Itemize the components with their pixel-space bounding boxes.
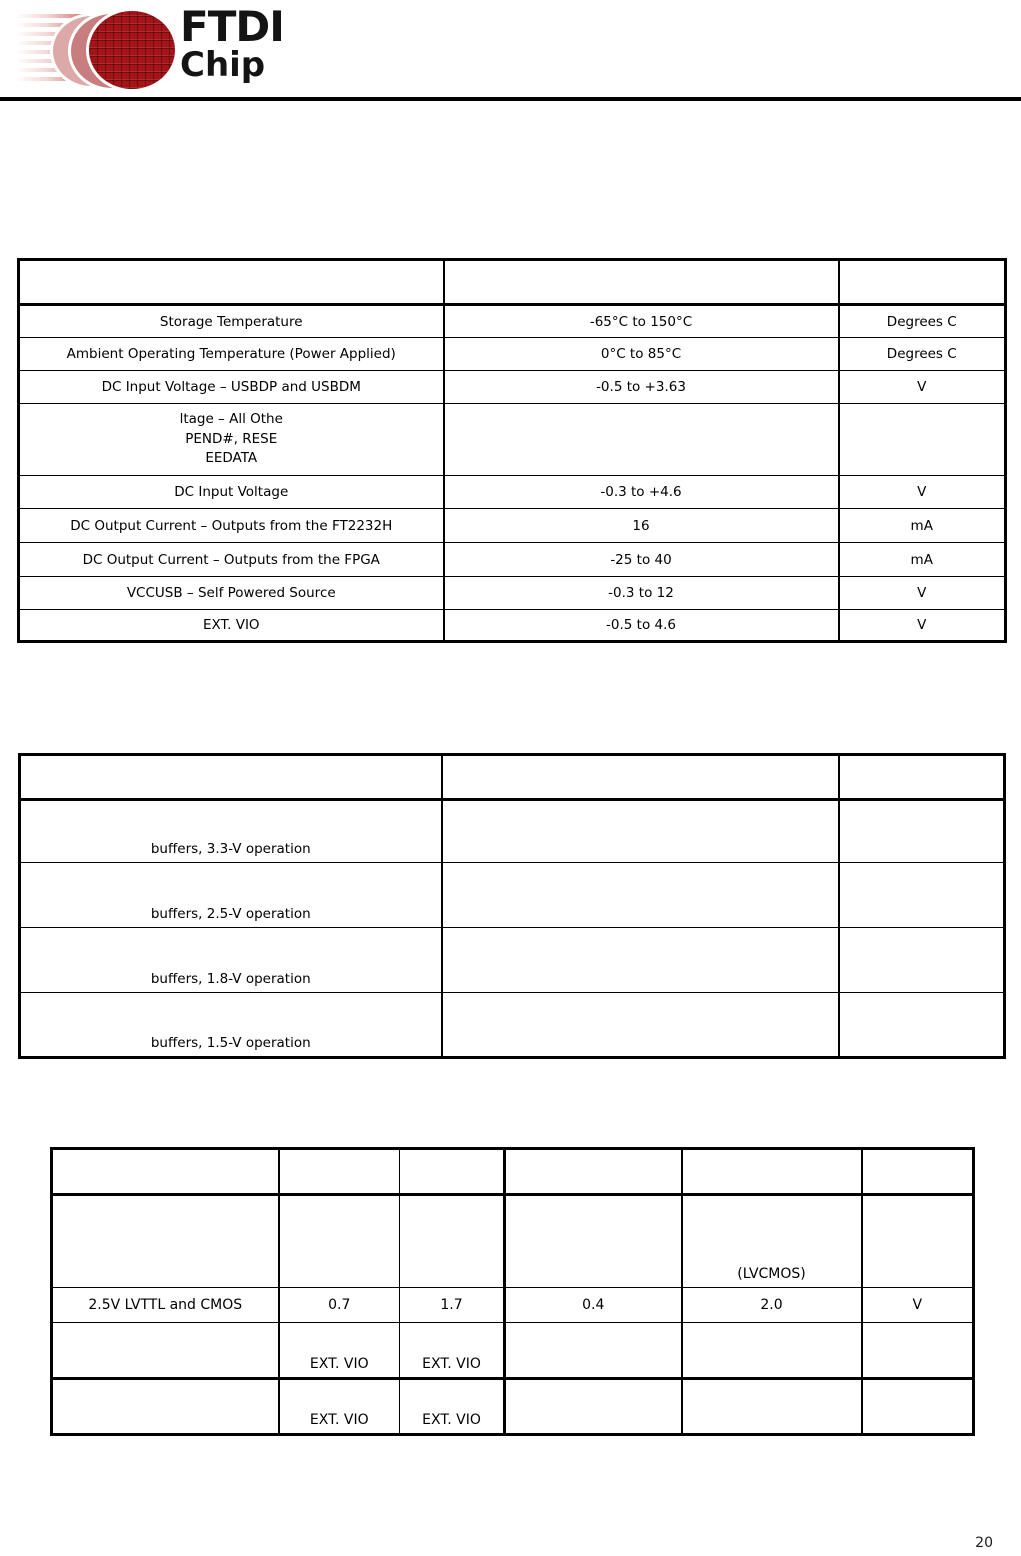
table-row — [19, 404, 1006, 476]
voh-header-cell — [682, 1149, 862, 1195]
unit-cell: Degrees C — [839, 338, 1006, 371]
table-row — [19, 305, 1006, 338]
table-header-row — [19, 260, 1006, 305]
table-header-row — [52, 1149, 974, 1195]
table-row — [19, 476, 1006, 509]
unit-cell: V — [862, 1288, 974, 1323]
unit-cell: mA — [839, 543, 1006, 577]
unit-cell — [839, 404, 1006, 476]
parameter-cell: ltage – All Othe PEND#, RESE EEDATA — [19, 404, 444, 476]
table-row — [19, 577, 1006, 610]
unit-cell: V — [839, 371, 1006, 404]
vih-cell — [400, 1195, 505, 1288]
vol-cell — [505, 1323, 682, 1379]
value-cell — [442, 993, 839, 1058]
parameter-cell: buffers, 1.8-V operation — [20, 928, 442, 993]
value-cell — [444, 404, 839, 476]
table-row — [19, 509, 1006, 543]
vih-cell: EXT. VIO — [400, 1323, 505, 1379]
vol-cell — [505, 1195, 682, 1288]
header-rule — [0, 97, 1021, 101]
parameter-cell: Storage Temperature — [19, 305, 444, 338]
vol-header-cell — [505, 1149, 682, 1195]
table-row — [19, 543, 1006, 577]
table-row — [52, 1323, 974, 1379]
unit-cell: V — [839, 577, 1006, 610]
vil-cell: 0.7 — [279, 1288, 400, 1323]
value-cell: -65°C to 150°C — [444, 305, 839, 338]
unit-cell — [839, 993, 1005, 1058]
value-cell: -0.5 to 4.6 — [444, 610, 839, 642]
io-standard-cell — [52, 1379, 279, 1435]
io-standard-cell: 2.5V LVTTL and CMOS — [52, 1288, 279, 1323]
unit-cell — [862, 1379, 974, 1435]
voh-cell: (LVCMOS) — [682, 1195, 862, 1288]
parameter-cell: buffers, 1.5-V operation — [20, 993, 442, 1058]
value-header-cell — [444, 260, 839, 305]
voh-cell: 2.0 — [682, 1288, 862, 1323]
ftdi-chip-logo — [14, 4, 304, 96]
vih-cell: 1.7 — [400, 1288, 505, 1323]
parameter-cell: DC Output Current – Outputs from the FPGA — [19, 543, 444, 577]
value-cell — [442, 863, 839, 928]
vil-header-cell — [279, 1149, 400, 1195]
value-cell: 0°C to 85°C — [444, 338, 839, 371]
voh-cell — [682, 1379, 862, 1435]
value-cell — [442, 928, 839, 993]
parameter-cell: VCCUSB – Self Powered Source — [19, 577, 444, 610]
unit-cell: mA — [839, 509, 1006, 543]
parameter-cell: DC Output Current – Outputs from the FT2232H — [19, 509, 444, 543]
parameter-cell: buffers, 2.5-V operation — [20, 863, 442, 928]
unit-cell — [839, 800, 1005, 863]
unit-cell — [839, 863, 1005, 928]
page-number: 20 — [975, 1535, 993, 1551]
table-row — [52, 1288, 974, 1323]
parameter-header-cell — [20, 755, 442, 800]
absolute-maximum-ratings-table — [17, 258, 1007, 643]
vih-header-cell — [400, 1149, 505, 1195]
table-row — [19, 371, 1006, 404]
logo-brand-text: FTDI — [180, 2, 284, 51]
parameter-cell: buffers, 3.3-V operation — [20, 800, 442, 863]
table-row — [20, 863, 1005, 928]
parameter-cell: DC Input Voltage — [19, 476, 444, 509]
parameter-cell: EXT. VIO — [19, 610, 444, 642]
value-cell: -25 to 40 — [444, 543, 839, 577]
value-cell: -0.5 to +3.63 — [444, 371, 839, 404]
value-cell: -0.3 to +4.6 — [444, 476, 839, 509]
parameter-cell: Ambient Operating Temperature (Power Applied) — [19, 338, 444, 371]
table-row — [52, 1379, 974, 1435]
vih-cell: EXT. VIO — [400, 1379, 505, 1435]
unit-cell: V — [839, 476, 1006, 509]
unit-cell — [862, 1195, 974, 1288]
unit-header-cell — [862, 1149, 974, 1195]
value-cell — [442, 800, 839, 863]
unit-header-cell — [839, 260, 1006, 305]
vil-cell: EXT. VIO — [279, 1379, 400, 1435]
parameter-cell: DC Input Voltage – USBDP and USBDM — [19, 371, 444, 404]
unit-cell: Degrees C — [839, 305, 1006, 338]
vol-cell — [505, 1379, 682, 1435]
table-row — [20, 993, 1005, 1058]
io-levels-table — [50, 1147, 975, 1436]
value-header-cell — [442, 755, 839, 800]
parameter-header-cell — [19, 260, 444, 305]
table-row — [20, 928, 1005, 993]
logo-wafer-icon — [86, 8, 178, 92]
value-cell: -0.3 to 12 — [444, 577, 839, 610]
table-row — [52, 1195, 974, 1288]
vol-cell: 0.4 — [505, 1288, 682, 1323]
table-row — [19, 610, 1006, 642]
io-standard-cell — [52, 1323, 279, 1379]
buffers-table — [18, 753, 1006, 1059]
io-standard-header-cell — [52, 1149, 279, 1195]
unit-cell — [839, 928, 1005, 993]
table-header-row — [20, 755, 1005, 800]
vil-cell: EXT. VIO — [279, 1323, 400, 1379]
unit-cell — [862, 1323, 974, 1379]
unit-header-cell — [839, 755, 1005, 800]
table-row — [19, 338, 1006, 371]
unit-cell: V — [839, 610, 1006, 642]
voh-cell — [682, 1323, 862, 1379]
io-standard-cell — [52, 1195, 279, 1288]
vil-cell — [279, 1195, 400, 1288]
logo-product-text: Chip — [180, 45, 266, 85]
value-cell: 16 — [444, 509, 839, 543]
table-row — [20, 800, 1005, 863]
